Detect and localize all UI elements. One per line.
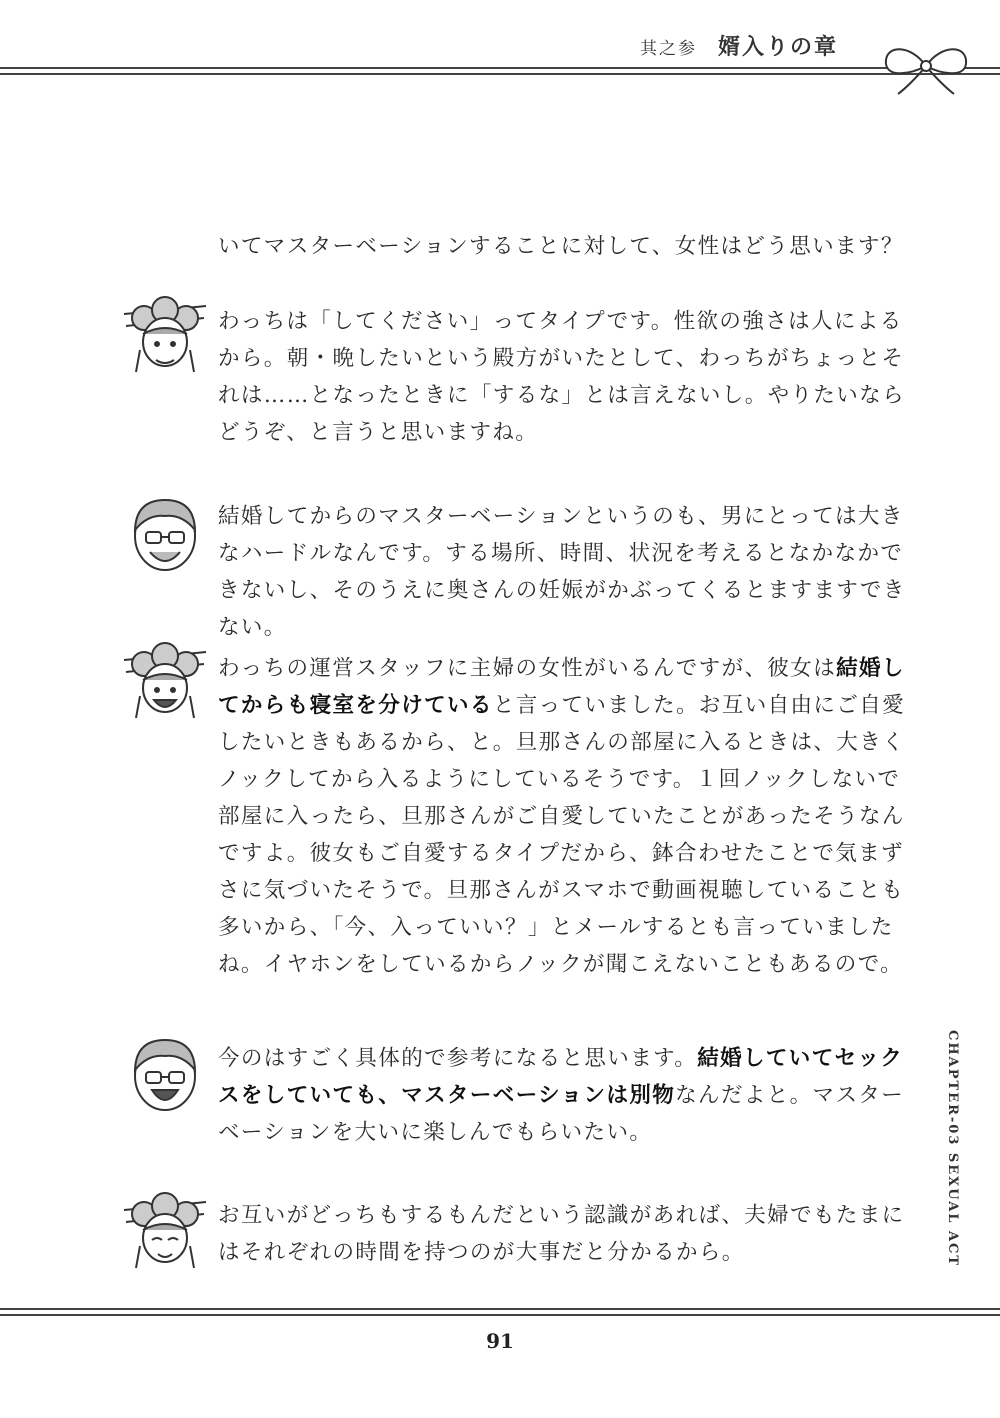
chapter-side-label: CHAPTER-03 SEXUAL ACT [945, 1030, 960, 1268]
text-run: わっちの運営スタッフに主婦の女性がいるんですが、彼女は [218, 656, 837, 681]
emphasis-text: 結婚してからも寝室を分けている [218, 656, 905, 718]
text-paragraph: いてマスターベーションすることに対して、女性はどう思います？ [218, 234, 904, 259]
oiran-closed-eyes-avatar-icon [122, 1188, 208, 1274]
text-paragraph [218, 650, 908, 983]
text-paragraph: 結婚してからのマスターベーションというのも、男にとっては大きなハードルなんです。する場所、時間、状況を考えるとなかなかできないし、そのうえに奥さんの妊娠がかぶってくるとますますできない。 [218, 504, 906, 640]
oiran-avatar-icon [122, 292, 208, 378]
text-run: 今のはすごく具体的で参考になると思います。 [218, 1046, 698, 1071]
oiran-smile-avatar-icon [122, 638, 208, 724]
text-run: と言っていました。お互い自由にご自愛したいときもあるから、と。旦那さんの部屋に入るときは、大きくノックしてから入るようにしているそうです。１回ノックしないで部屋に入ったら、旦那さんがご自愛していたことがあったそうなんですよ。彼女もご自愛するタイプだから、鉢合わせたことで気まずさに気づいたそうで。旦那さんがスマホで動画視聴していることも多いから、「今、入っていい？」とメールするとも言っていましたね。イヤホンをしているからノックが聞こえないこともあるので。 [218, 693, 906, 977]
header-part: 其之参 [640, 39, 697, 59]
chapter-header [640, 30, 838, 61]
text-paragraph: お互いがどっちもするもんだという認識があれば、夫婦でもたまにはそれぞれの時間を持つのが大事だと分かるから。 [218, 1203, 905, 1265]
header-chapter-title: 婿入りの章 [718, 34, 839, 60]
page-number: 91 [486, 1329, 514, 1353]
footer-rule-bottom [0, 1314, 1000, 1316]
man-laughing-avatar-icon [122, 1030, 208, 1116]
emphasis-text: 結婚していてセックスをしていても、マスターベーションは別物 [218, 1046, 904, 1108]
header-rule-top [0, 67, 1000, 69]
header-rule-bottom [0, 73, 1000, 75]
mizuhiki-bow-icon [876, 36, 976, 96]
man-glasses-avatar-icon [122, 490, 208, 576]
footer-rule-top [0, 1308, 1000, 1310]
text-paragraph [218, 1040, 908, 1151]
text-run: なんだよと。マスターベーションを大いに楽しんでもらいたい。 [218, 1083, 905, 1145]
text-paragraph: わっちは「してください」ってタイプです。性欲の強さは人によるから。朝・晩したいという殿方がいたとして、わっちがちょっとそれは……となったときに「するな」とは言えないし。やりたいならどうぞ、と言うと思いますね。 [218, 309, 906, 445]
